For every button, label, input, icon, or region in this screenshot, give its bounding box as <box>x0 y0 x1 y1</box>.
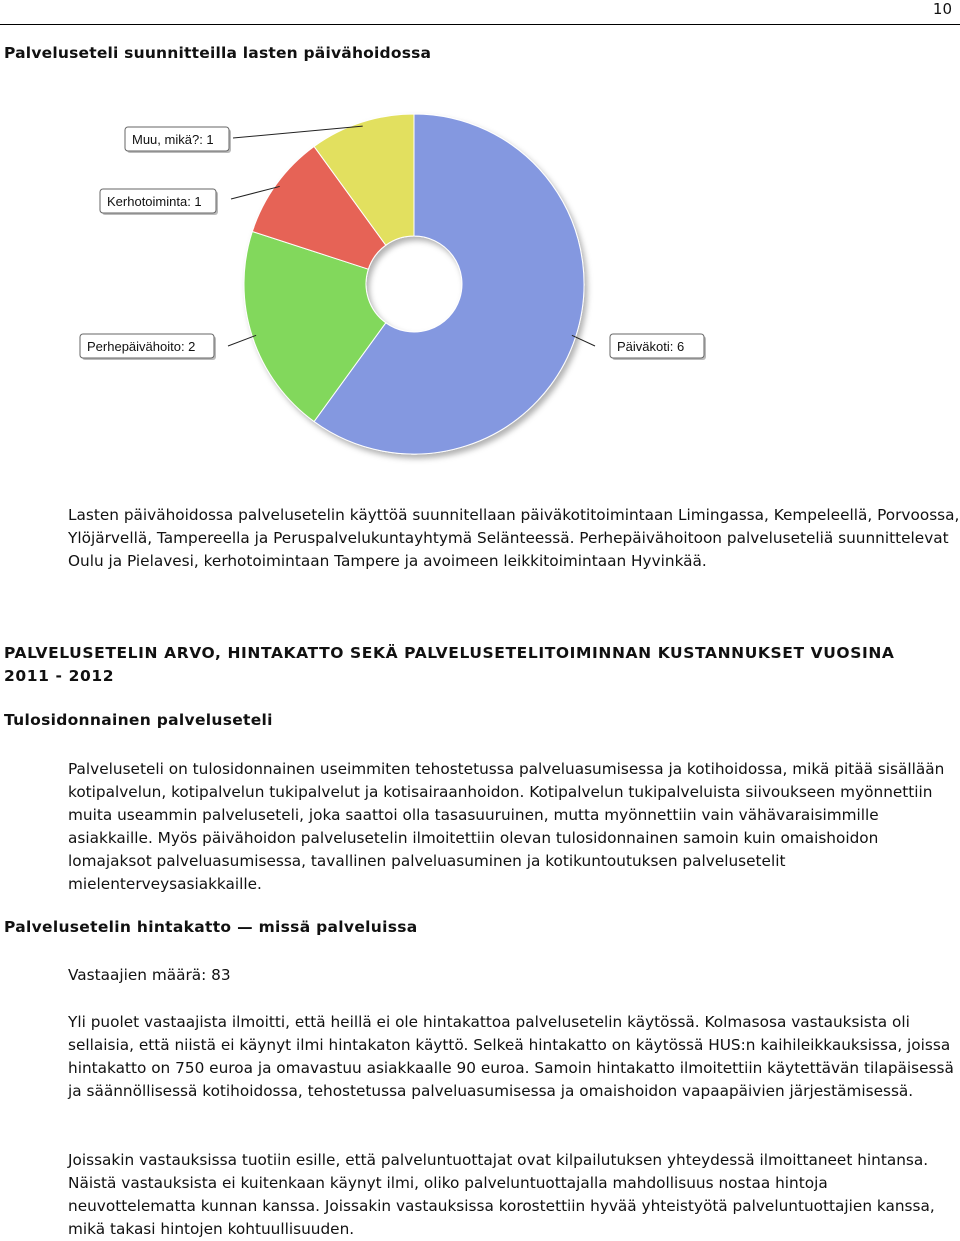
slice-label-text: Perhepäivähoito: 2 <box>87 339 196 354</box>
donut-chart <box>0 95 960 475</box>
paragraph-tendering: Joissakin vastauksissa tuotiin esille, että palveluntuottajat ovat kilpailutuksen yhteydessä ilmoittaneet hintansa. Näistä vastauksista ei kuitenkaan käynyt ilmi, oliko palveluntuottajalla mahdollisuus nostaa hintoja neuvottelematta kunnan kanssa. Joissakin vastauksissa korostettiin hyvää yhteistyötä palveluntuottajien kanssa, mikä takasi hintojen kohtuullisuuden. <box>68 1151 935 1238</box>
slice-label <box>610 334 706 360</box>
slice-label <box>100 189 218 215</box>
paragraph-planned-childcare: Lasten päivähoidossa palvelusetelin käyttöä suunnitellaan päiväkotitoimintaan Limingassa, Kempeleellä, Porvoossa, Ylöjärvellä, Tampereella ja Peruspalvelukuntayhtymä Selänteessä. Perhepäivähoitoon palveluseteliä suunnittelevat Oulu ja Pielavesi, kerhotoimintaan Tampere ja avoimeen leikkitoimintaan Hyvinkää. <box>68 506 960 570</box>
slice-label-text: Kerhotoiminta: 1 <box>107 194 202 209</box>
subheading-price-cap: Palvelusetelin hintakatto — missä palveluissa <box>4 918 418 936</box>
slice-label-text: Päiväkoti: 6 <box>617 339 685 354</box>
leader-line <box>228 335 256 346</box>
header-rule <box>0 24 960 25</box>
slice-label <box>125 127 231 153</box>
respondent-count: Vastaajien määrä: 83 <box>68 966 231 984</box>
subheading-income-based: Tulosidonnainen palveluseteli <box>4 711 273 729</box>
leader-line <box>572 335 595 346</box>
paragraph-price-cap: Yli puolet vastaajista ilmoitti, että heillä ei ole hintakattoa palvelusetelin käytössä. Kolmasosa vastauksista oli sellaisia, että niistä ei käynyt ilmi hintakaton käyttö. Selkeä hintakatto on käytössä HUS:n kaihileikkauksissa, joissa hintakatto on 750 euroa ja omavastuu asiakkaalle 90 euroa. Samoin hintakatto ilmoitettiin käytettävän tilapäisessä ja säännöllisessä kotihoidossa, tehostetussa palveluasumisessa ja omaishoidon vapaapäivien järjestämisessä. <box>68 1013 954 1100</box>
section-heading-voucher-value: PALVELUSETELIN ARVO, HINTAKATTO SEKÄ PALVELUSETELITOIMINNAN KUSTANNUKSET VUOSINA 2011 - 2012 <box>4 644 895 685</box>
slice-label <box>80 334 216 360</box>
paragraph-income-based: Palveluseteli on tulosidonnainen useimmiten tehostetussa palveluasumisessa ja kotihoidossa, mikä pitää sisällään kotipalvelun, kotipalvelun tukipalvelut ja kotisairaanhoidon. Kotipalvelun tukipalveluista siivoukseen myönnettiin muita useammin palveluseteli, joka saattoi olla tasasuuruinen, mutta myönnettiin vain vähävaraisimmille asiakkaille. Myös päivähoidon palvelusetelin ilmoitettiin olevan tulosidonnainen samoin kuin omaishoidon lomajaksot palveluasumisessa, tavallinen palveluasuminen ja kotikuntoutuksen palvelusetelit mielenterveysasiakkaille. <box>68 760 945 893</box>
slice-label-text: Muu, mikä?: 1 <box>132 132 214 147</box>
page-number: 10 <box>932 0 952 18</box>
section-heading: Palveluseteli suunnitteilla lasten päivähoidossa <box>4 44 432 62</box>
